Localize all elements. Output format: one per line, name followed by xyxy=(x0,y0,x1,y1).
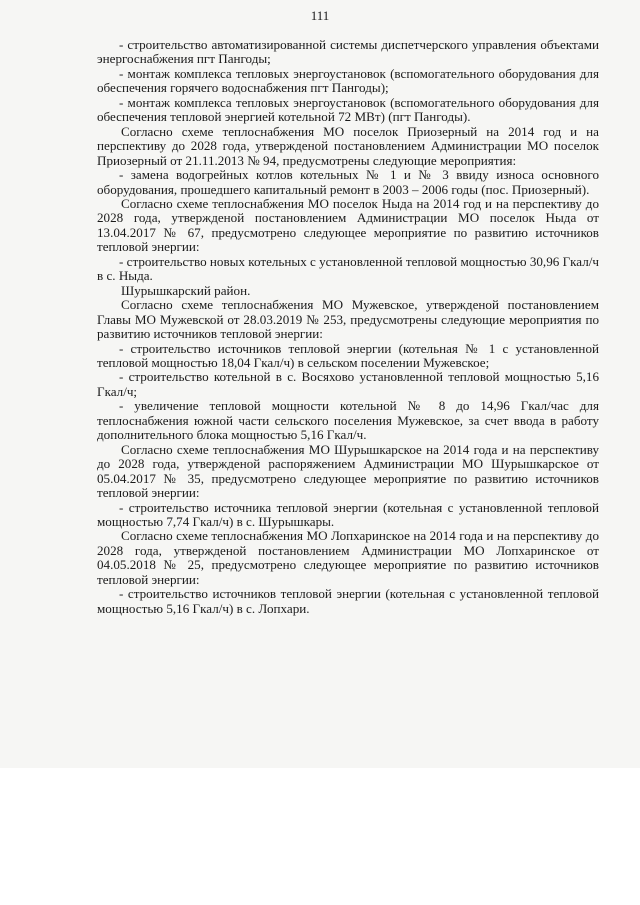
list-item: - строительство автоматизированной системы диспетчерского управления объектами энергоснабжения пгт Пангоды; xyxy=(97,37,599,67)
paragraph: Согласно схеме теплоснабжения МО Шурышкарское на 2014 года и на перспективу до 2028 года, утвержденой распоряжением Администрации МО Шурышкарское от 05.04.2017 № 35, предусмотрено следующее мероприятие по развитию источников тепловой энергии: xyxy=(97,441,599,501)
list-item: - замена водогрейных котлов котельных № 1 и № 3 ввиду износа основного оборудования, прошедшего капитальный ремонт в 2003 – 2006 годы (пос. Приозерный). xyxy=(97,167,599,197)
list-item: - строительство источников тепловой энергии (котельная с установленной тепловой мощностью 5,16 Гкал/ч) в с. Лопхари. xyxy=(97,586,599,616)
paragraph: Согласно схеме теплоснабжения МО Мужевское, утвержденой постановлением Главы МО Мужевской от 28.03.2019 № 253, предусмотрены следующие мероприятия по развитию источников тепловой энергии: xyxy=(97,297,599,342)
list-item: - увеличение тепловой мощности котельной № 8 до 14,96 Гкал/час для теплоснабжения южной части сельского поселения Мужевское, за счет ввода в работу дополнительного блока мощностью 5,16 Гкал/ч. xyxy=(97,398,599,443)
page-number: 111 xyxy=(310,8,330,23)
paragraph: Согласно схеме теплоснабжения МО Лопхаринское на 2014 года и на перспективу до 2028 года, утвержденой постановлением Администрации МО Лопхаринское от 04.05.2018 № 25, предусмотрено следующее мероприятие по развитию источников тепловой энергии: xyxy=(97,528,599,587)
paragraph: Согласно схеме теплоснабжения МО поселок Приозерный на 2014 год и на перспективу до 2028 года, утвержденой постановлением Администрации МО поселок Приозерный от 21.11.2013 № 94, предусмотрены следующие мероприятия: xyxy=(97,123,599,168)
list-item: - строительство источника тепловой энергии (котельная с установленной тепловой мощностью 7,74 Гкал/ч) в с. Шурышкары. xyxy=(97,499,599,529)
paragraph: Согласно схеме теплоснабжения МО поселок Ныда на 2014 год и на перспективу до 2028 года, утвержденой постановлением Администрации МО поселок Ныда от 13.04.2017 № 67, предусмотрено следующее мероприятие по развитию источников тепловой энергии: xyxy=(97,195,599,255)
document-body xyxy=(97,38,599,616)
section-heading: Шурышкарский район. xyxy=(121,282,251,298)
list-item: - строительство новых котельных с установленной тепловой мощностью 30,96 Гкал/ч в с. Ныда. xyxy=(97,253,599,284)
list-item: - строительство котельной в с. Восяхово установленной тепловой мощностью 5,16 Гкал/ч; xyxy=(97,369,599,399)
list-item: - монтаж комплекса тепловых энергоустановок (вспомогательного оборудования для обеспечения горячего водоснабжения пгт Пангоды); xyxy=(97,65,599,96)
list-item: - строительство источников тепловой энергии (котельная № 1 с установленной тепловой мощностью 18,04 Гкал/ч) в сельском поселении Мужевское; xyxy=(97,340,599,370)
list-item: - монтаж комплекса тепловых энергоустановок (вспомогательного оборудования для обеспечения тепловой энергией котельной 72 МВт) (пгт Пангоды). xyxy=(97,94,599,125)
